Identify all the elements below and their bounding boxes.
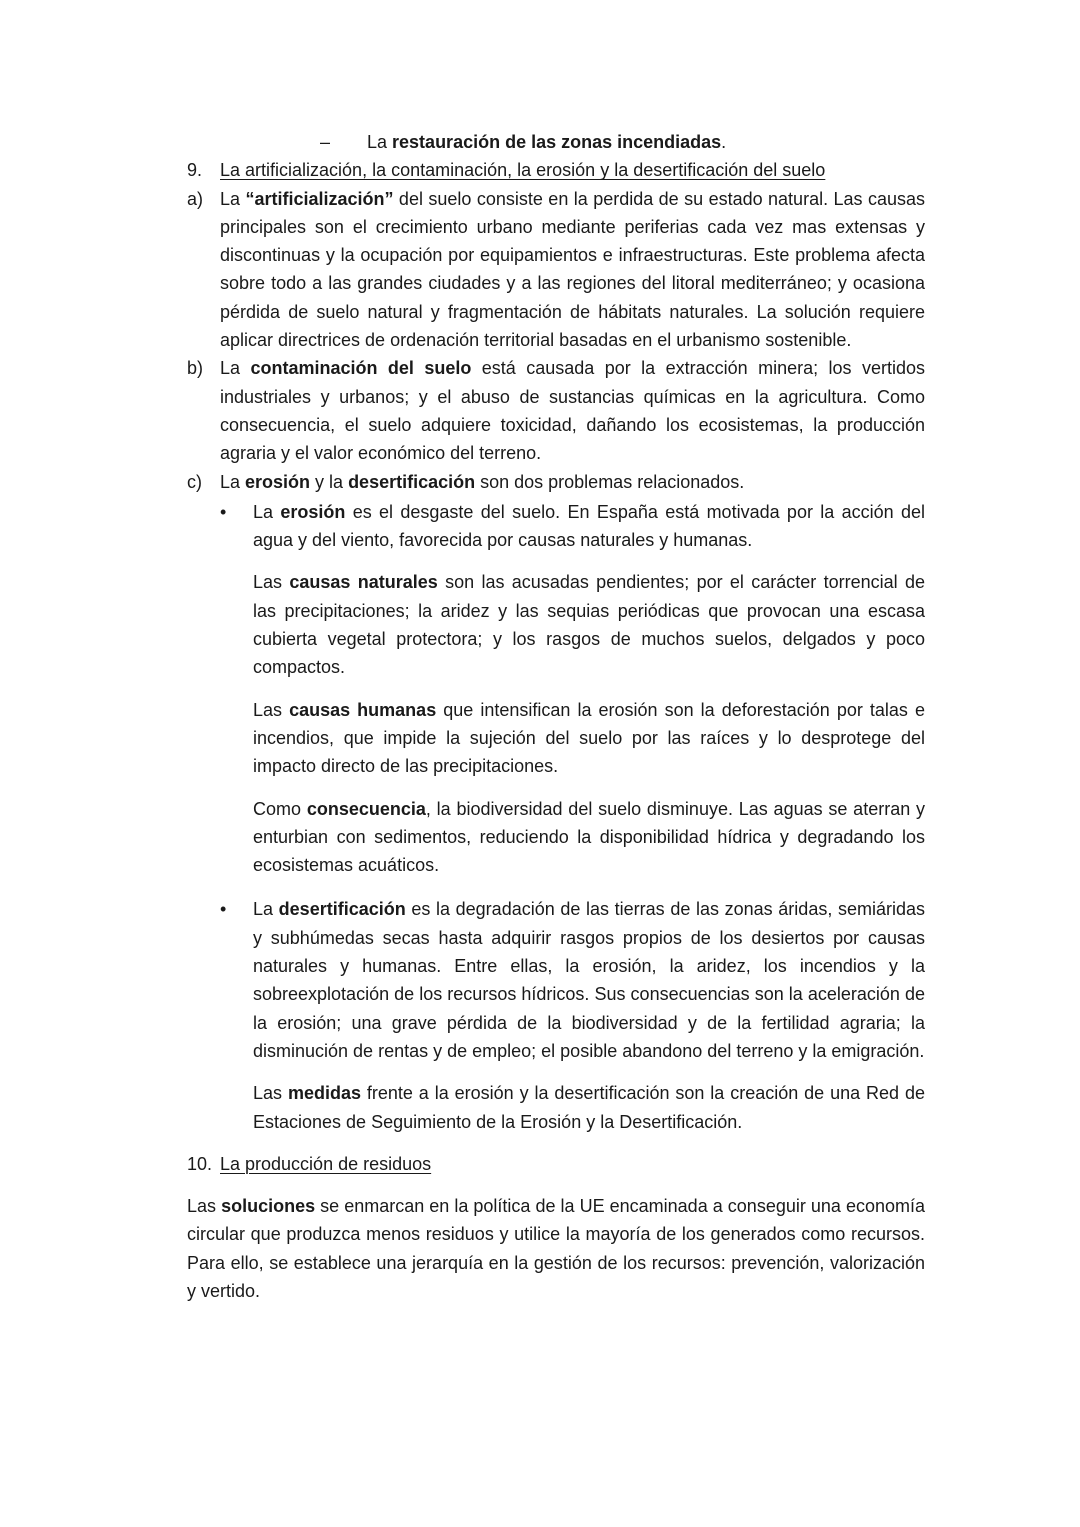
list-item-c	[187, 468, 925, 496]
bullet-item-desertificacion	[187, 895, 925, 1065]
text-segment: La	[220, 358, 251, 379]
section-title: La producción de residuos	[220, 1153, 432, 1174]
text-segment: es el desgaste del suelo. En España está motivada por la acción del agua y del viento, favorecida por causas naturales y humanas.	[253, 501, 925, 551]
text-segment: son las acusadas pendientes; por el carácter torrencial de las precipitaciones; la aridez y las sequias periódicas que provocan una escasa cubierta vegetal protectora; y los rasgos de muchos suelos, delgados y poco compactos.	[253, 572, 925, 678]
text-segment: La	[220, 471, 246, 492]
bold-term: consecuencia	[306, 798, 426, 819]
text-segment: La	[220, 188, 246, 209]
text-segment: que intensifican la erosión son la deforestación por talas e incendios, que impide la sujeción del suelo por las raíces y lo desprotege del impacto directo de las precipitaciones.	[253, 699, 925, 777]
bold-term: medidas	[287, 1083, 361, 1104]
text-segment: se enmarcan en la política de la UE encaminada a conseguir una economía circular que produzca menos residuos y utilice la mayoría de los generados como recursos. Para ello, se establece una jerarquía en la gestión de los recursos: prevención, valorización y vertido.	[187, 1196, 926, 1301]
paragraph-spacer	[187, 781, 925, 795]
list-item-restauracion	[187, 128, 925, 156]
text-segment: del suelo consiste en la perdida de su estado natural. Las causas principales son el crecimiento urbano mediante periferias cada vez mas extensas y discontinuas y la ocupación por equipamientos e infraestructuras. Este problema afecta sobre todo a las grandes ciudades y a las regiones del litoral mediterráneo; y ocasiona pérdida de suelo natural y fragmentación de hábitats naturales. La solución requiere aplicar directrices de ordenación territorial basadas en el urbanismo sostenible.	[220, 188, 925, 351]
section-title: La artificialización, la contaminación, la erosión y la desertificación del suelo	[220, 160, 826, 181]
bold-term: restauración de las zonas incendiadas	[392, 132, 722, 152]
section-number: 9.	[187, 160, 203, 181]
text-segment: es la degradación de las tierras de las zonas áridas, semiáridas y subhúmedas secas hasta adquirir rasgos propios de los desiertos por causas naturales y humanas. Entre ellas, la erosión, la aridez, los incendios y la sobreexplotación de los recursos hídricos. Sus consecuencias son la aceleración de la erosión; una grave pérdida de la biodiversidad y de la fertilidad agraria; la disminución de rentas y de empleo; el posible abandono del terreno y la emigración.	[253, 899, 925, 1061]
paragraph-soluciones	[187, 1192, 925, 1305]
text-segment: son dos problemas relacionados.	[475, 471, 745, 492]
text-segment: La	[253, 501, 281, 522]
paragraph-spacer	[187, 1065, 925, 1079]
text-segment: .	[721, 132, 727, 152]
paragraph-spacer	[187, 1178, 925, 1192]
text-segment: Las	[253, 1083, 288, 1104]
section-heading-10	[187, 1150, 925, 1178]
text-segment: frente a la erosión y la desertificación son la creación de una Red de Estaciones de Seguimiento de la Erosión y la Desertificación.	[253, 1083, 925, 1132]
bold-term: “artificialización”	[245, 188, 394, 209]
paragraph-spacer	[187, 682, 925, 696]
section-heading-9	[187, 156, 925, 184]
text-segment: y la	[310, 471, 349, 492]
text-segment: La	[367, 132, 393, 152]
bold-term: soluciones	[221, 1196, 316, 1217]
paragraph-causas-humanas	[187, 696, 925, 781]
text-segment: La	[253, 899, 279, 920]
paragraph-consecuencia	[187, 795, 925, 880]
bold-term: causas humanas	[289, 699, 437, 720]
list-marker: c)	[187, 471, 202, 492]
paragraph-spacer	[187, 554, 925, 568]
paragraph-spacer	[187, 1136, 925, 1150]
bullet-marker: •	[220, 501, 227, 522]
list-item-a	[187, 185, 925, 355]
text-segment: Las	[253, 699, 290, 720]
dash-marker: –	[320, 132, 331, 152]
bold-term: desertificación	[348, 471, 476, 492]
bullet-marker: •	[220, 899, 227, 920]
list-marker: b)	[187, 358, 204, 379]
bold-term: causas naturales	[289, 572, 438, 593]
paragraph-medidas	[187, 1079, 925, 1136]
text-segment: Las	[187, 1196, 222, 1217]
list-item-b	[187, 354, 925, 467]
paragraph-causas-naturales	[187, 568, 925, 681]
section-number: 10.	[187, 1153, 213, 1174]
bold-term: desertificación	[278, 899, 406, 920]
bold-term: contaminación del suelo	[250, 358, 472, 379]
text-segment: está causada por la extracción minera; los vertidos industriales y urbanos; y el abuso de sustancias químicas en la agricultura. Como consecuencia, el suelo adquiere toxicidad, dañando los ecosistemas, la producción agraria y el valor económico del terreno.	[220, 358, 925, 464]
text-segment: Las	[253, 572, 290, 593]
bold-term: erosión	[245, 471, 311, 492]
document-body	[187, 128, 925, 1305]
bullet-item-erosion	[187, 498, 925, 555]
text-segment: , la biodiversidad del suelo disminuye. Las aguas se aterran y enturbian con sedimentos, reduciendo la disponibilidad hídrica y degradando los ecosistemas acuáticos.	[253, 798, 925, 876]
paragraph-spacer	[187, 879, 925, 895]
list-item-text	[187, 128, 925, 156]
list-marker: a)	[187, 188, 204, 209]
bold-term: erosión	[280, 501, 346, 522]
text-segment: Como	[253, 798, 307, 819]
